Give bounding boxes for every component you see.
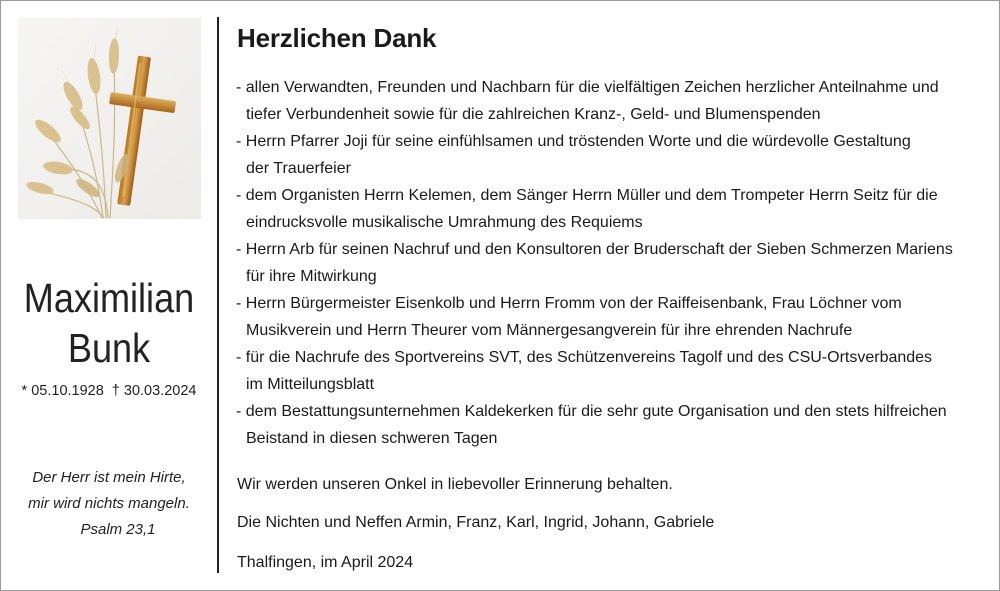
list-item-line: - Herrn Arb für seinen Nachruf und den Konsultoren der Bruderschaft der Sieben Schmerzen Mariens <box>236 241 953 258</box>
bible-quote <box>1 465 217 543</box>
place-date: Thalfingen, im April 2024 <box>237 554 414 571</box>
list-item-line: Beistand in diesen schweren Tagen <box>246 430 498 447</box>
quote-line-1: Der Herr ist mein Hirte, <box>32 469 186 486</box>
remembrance-text: Wir werden unseren Onkel in liebevoller Erinnerung behalten. <box>237 476 673 493</box>
list-item <box>236 128 986 182</box>
cross-wheat-image <box>18 18 201 219</box>
list-item-line: - allen Verwandten, Freunden und Nachbarn für die vielfältigen Zeichen herzlicher Anteilnahme und <box>236 79 939 96</box>
deceased-first-name: Maximilian <box>23 275 195 321</box>
death-cross-icon: † <box>111 383 120 399</box>
list-item <box>236 344 986 398</box>
list-item <box>236 74 986 128</box>
birth-date: * 05.10.1928 <box>21 383 104 399</box>
thanks-list <box>236 74 986 452</box>
wooden-cross-icon <box>18 18 201 219</box>
family-signature: Die Nichten und Neffen Armin, Franz, Karl, Ingrid, Johann, Gabriele <box>237 514 715 531</box>
list-item-line: - für die Nachrufe des Sportvereins SVT, des Schützenvereins Tagolf und des CSU-Ortsverbandes <box>236 349 933 366</box>
quote-line-2: mir wird nichts mangeln. <box>28 495 190 512</box>
list-item-line: - dem Bestattungsunternehmen Kaldekerken für die sehr gute Organisation und den stets hilfreichen <box>236 403 947 420</box>
list-item-line: Musikverein und Herrn Theurer vom Männergesangverein für ihre ehrenden Nachrufe <box>246 322 853 339</box>
list-item <box>236 398 986 452</box>
death-date: 30.03.2024 <box>123 383 197 399</box>
column-divider <box>217 17 219 573</box>
list-item <box>236 290 986 344</box>
list-item-line: für ihre Mitwirkung <box>246 268 377 285</box>
list-item-line: im Mitteilungsblatt <box>246 376 375 393</box>
notice-title: Herzlichen Dank <box>237 23 437 53</box>
list-item <box>236 182 986 236</box>
list-item-line: - Herrn Pfarrer Joji für seine einfühlsamen und tröstenden Worte und die würdevolle Gestaltung <box>236 133 911 150</box>
life-dates <box>1 383 217 399</box>
list-item-line: der Trauerfeier <box>246 160 351 177</box>
list-item-line: eindrucksvolle musikalische Umrahmung des Requiems <box>246 214 643 231</box>
list-item-line: tiefer Verbundenheit sowie für die zahlreichen Kranz-, Geld- und Blumenspenden <box>246 106 821 123</box>
deceased-last-name: Bunk <box>67 325 151 371</box>
list-item-line: - Herrn Bürgermeister Eisenkolb und Herrn Fromm von der Raiffeisenbank, Frau Löchner vom <box>236 295 902 312</box>
list-item-line: - dem Organisten Herrn Kelemen, dem Sänger Herrn Müller und dem Trompeter Herrn Seitz für die <box>236 187 938 204</box>
quote-reference: Psalm 23,1 <box>80 521 156 538</box>
list-item <box>236 236 986 290</box>
